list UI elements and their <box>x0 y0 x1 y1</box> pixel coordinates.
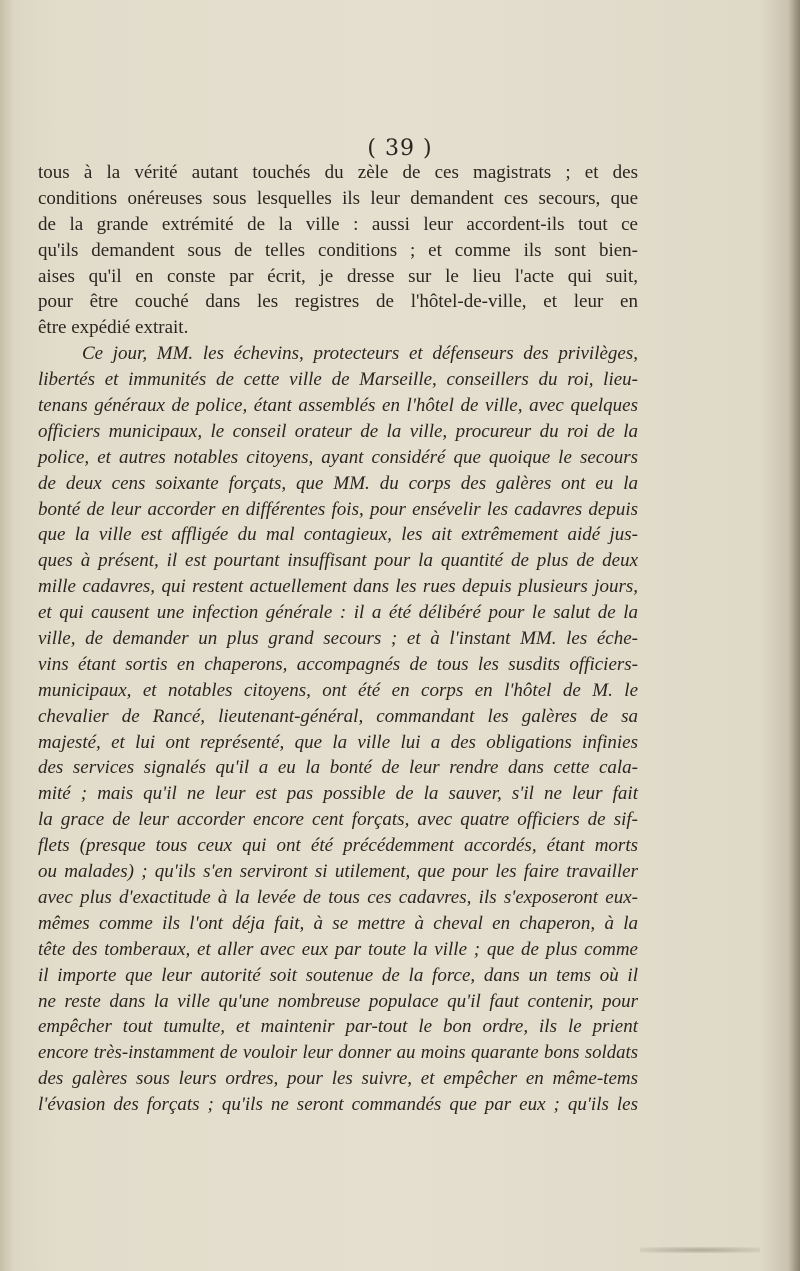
text-line: tête des tomberaux, et aller avec eux par toute la ville ; que de plus comme <box>38 938 638 960</box>
body-text <box>38 160 638 1118</box>
page-number: ( 39 ) <box>367 136 433 161</box>
text-line: chevalier de Rancé, lieutenant-général, commandant les galères de sa <box>38 705 638 727</box>
text-line: mille cadavres, qui restent actuellement dans les rues depuis plusieurs jours, <box>38 576 638 598</box>
text-line: ville, de demander un plus grand secours ; et à l'instant MM. les éche- <box>38 628 638 650</box>
text-line: tenans généraux de police, étant assemblés en l'hôtel de ville, avec quelques <box>38 395 638 417</box>
text-line: flets (presque tous ceux qui ont été précédemment accordés, étant morts <box>38 835 638 857</box>
text-line: la grace de leur accorder encore cent forçats, avec quatre officiers de sif- <box>38 809 638 831</box>
text-line: Ce jour, MM. les échevins, protecteurs et défenseurs des privilèges, <box>82 343 638 365</box>
text-line: mité ; mais qu'il ne leur est pas possible de la sauver, s'il ne leur fait <box>38 783 638 805</box>
text-line: municipaux, et notables citoyens, ont été en corps en l'hôtel de M. le <box>38 679 638 701</box>
text-line: qu'ils demandent sous de telles conditions ; et comme ils sont bien- <box>38 239 638 261</box>
text-line: bonté de leur accorder en différentes fois, pour ensévelir les cadavres depuis <box>38 498 638 520</box>
text-line: ne reste dans la ville qu'une nombreuse populace qu'il faut contenir, pour <box>38 990 638 1012</box>
text-line: encore très-instamment de vouloir leur donner au moins quarante bons soldats <box>38 1042 638 1064</box>
text-line: de deux cens soixante forçats, que MM. du corps des galères ont eu la <box>38 472 638 494</box>
text-line: des services signalés qu'il a eu la bonté de leur rendre dans cette cala- <box>38 757 638 779</box>
text-line: libertés et immunités de cette ville de Marseille, conseillers du roi, lieu- <box>38 369 638 391</box>
text-line: et qui causent une infection générale : il a été délibéré pour le salut de la <box>38 602 638 624</box>
text-line: empêcher tout tumulte, et maintenir par-tout le bon ordre, ils le prient <box>38 1016 638 1038</box>
text-line: l'évasion des forçats ; qu'ils ne seront commandés que par eux ; qu'ils les <box>38 1094 638 1116</box>
text-line: que la ville est affligée du mal contagieux, les ait extrêmement aidé jus- <box>38 524 638 546</box>
paper-stain <box>640 1247 760 1253</box>
page-edge-shadow <box>788 0 800 1271</box>
text-line: vins étant sortis en chaperons, accompagnés de tous les susdits officiers- <box>38 653 638 675</box>
text-line: pour être couché dans les registres de l'hôtel-de-ville, et leur en <box>38 291 638 313</box>
text-line: aises qu'il en conste par écrit, je dresse sur le lieu l'acte qui suit, <box>38 265 638 287</box>
text-line: tous à la vérité autant touchés du zèle de ces magistrats ; et des <box>38 162 638 183</box>
text-line: majesté, et lui ont représenté, que la ville lui a des obligations infinies <box>38 731 638 753</box>
text-line: être expédié extrait. <box>38 317 189 339</box>
text-line: conditions onéreuses sous lesquelles ils leur demandent ces secours, que <box>38 187 638 209</box>
text-line: ques à présent, il est pourtant insuffisant pour la quantité de plus de deux <box>38 550 638 572</box>
text-line: ou malades) ; qu'ils s'en serviront si utilement, que pour les faire travailler <box>38 861 638 883</box>
text-line: des galères sous leurs ordres, pour les suivre, et empêcher en même-tems <box>38 1068 638 1090</box>
text-line: police, et autres notables citoyens, ayant considéré que quoique le secours <box>38 446 638 468</box>
text-line: officiers municipaux, le conseil orateur de la ville, procureur du roi de la <box>38 420 638 442</box>
text-line: avec plus d'exactitude à la levée de tous ces cadavres, ils s'exposeront eux- <box>38 886 638 908</box>
text-line: mêmes comme ils l'ont déja fait, à se mettre à cheval en chaperon, à la <box>38 912 638 934</box>
text-line: il importe que leur autorité soit soutenue de la force, dans un tems où il <box>38 964 638 986</box>
text-line: de la grande extrémité de la ville : aussi leur accordent-ils tout ce <box>38 213 638 235</box>
